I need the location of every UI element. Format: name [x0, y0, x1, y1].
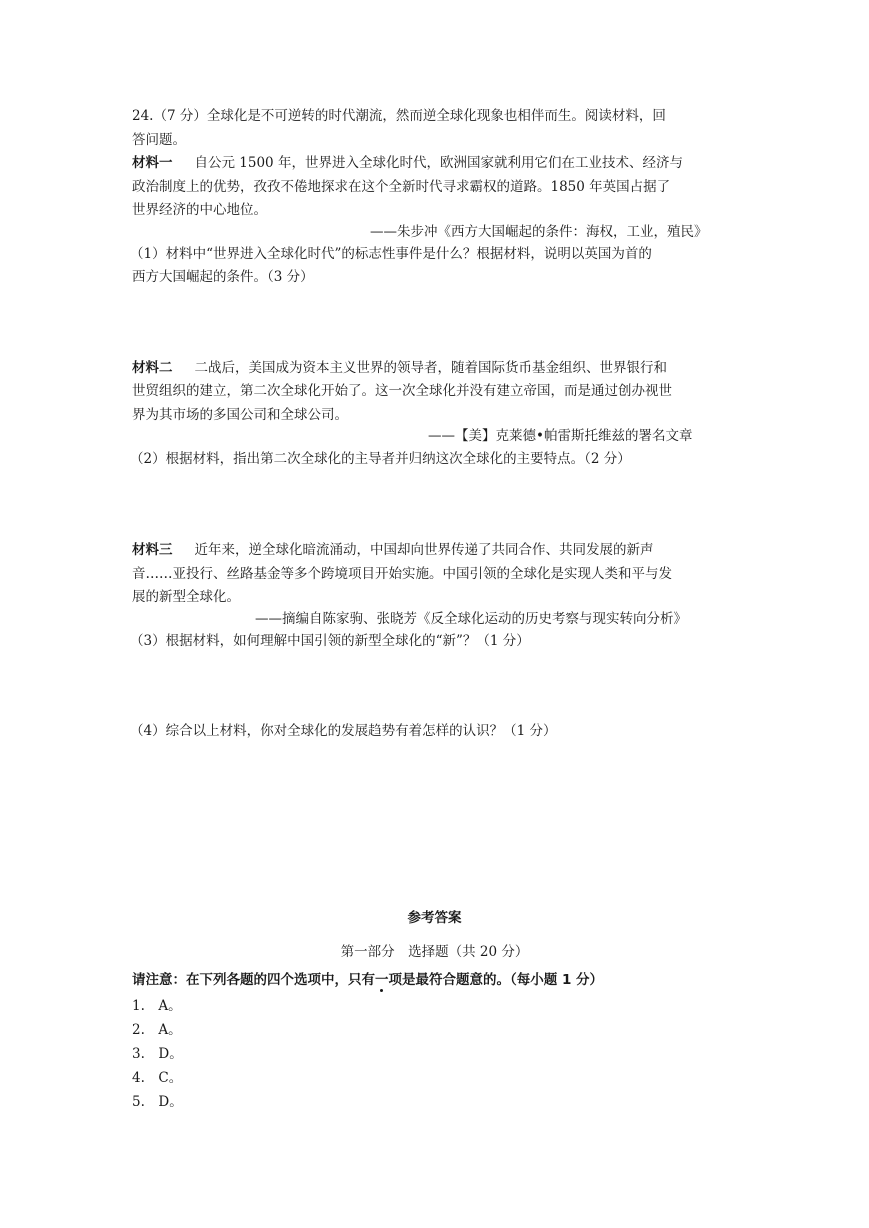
answer-item: 5. D。 [132, 1094, 183, 1110]
material-2-line: 世贸组织的建立，第二次全球化开始了。这一次全球化并没有建立帝国，而是通过创办视世 [132, 383, 672, 399]
sub-question-3: （3）根据材料，如何理解中国引领的新型全球化的“新”？（1 分） [130, 633, 530, 649]
material-3-line: 音……亚投行、丝路基金等多个跨境项目开始实施。中国引领的全球化是实现人类和平与发 [132, 566, 672, 582]
answer-item: 2. A。 [132, 1022, 182, 1038]
material-1-tag: 材料一 [132, 155, 173, 171]
answers-part-title: 第一部分 选择题（共 20 分） [340, 944, 529, 960]
answers-note-text: 请注意：在下列各题的四个选项中，只有 [132, 972, 375, 988]
answer-item: 4. C。 [132, 1070, 183, 1086]
sub-question-1: （1）材料中“世界进入全球化时代”的标志性事件是什么？根据材料，说明以英国为首的 [130, 246, 652, 262]
sub-question-4: （4）综合以上材料，你对全球化的发展趋势有着怎样的认识？（1 分） [130, 723, 557, 739]
material-2-text: 二战后，美国成为资本主义世界的领导者，随着国际货币基金组织、世界银行和 [194, 360, 667, 376]
sub-question-2: （2）根据材料，指出第二次全球化的主导者并归纳这次全球化的主要特点。（2 分） [130, 451, 631, 467]
sub-question-1: 西方大国崛起的条件。（3 分） [132, 269, 314, 285]
material-1-line: 政治制度上的优势，孜孜不倦地探求在这个全新时代寻求霸权的道路。1850 年英国占据了 [132, 179, 671, 195]
material-2-line [132, 358, 667, 378]
material-2-line: 界为其市场的多国公司和全球公司。 [132, 407, 348, 423]
answer-item: 1. A。 [132, 998, 182, 1014]
material-3-line: 展的新型全球化。 [132, 589, 240, 605]
answers-heading: 参考答案 [407, 910, 462, 926]
question-intro-line: 答问题。 [132, 132, 186, 148]
material-1-line [132, 153, 683, 173]
question-intro-line: 24.（7 分）全球化是不可逆转的时代潮流，然而逆全球化现象也相伴而生。阅读材料，回 [132, 108, 666, 124]
answers-note [132, 970, 603, 990]
material-1-line: 世界经济的中心地位。 [132, 202, 267, 218]
material-2-source: ——【美】克莱德•帕雷斯托维兹的署名文章 [428, 428, 693, 444]
material-1-text: 自公元 1500 年，世界进入全球化时代，欧洲国家就利用它们在工业技术、经济与 [194, 155, 683, 171]
answers-note-text: 项是最符合题意的。（每小题 1 分） [388, 972, 604, 988]
material-2-tag: 材料二 [132, 360, 173, 376]
material-3-text: 近年来，逆全球化暗流涌动，中国却向世界传递了共同合作、共同发展的新声 [194, 542, 654, 558]
answers-note-emphasis: 一 [375, 972, 389, 988]
material-1-source: ——朱步冲《西方大国崛起的条件：海权，工业，殖民》 [370, 224, 708, 240]
material-3-source: ——摘编自陈家驹、张晓芳《反全球化运动的历史考察与现实转向分析》 [255, 611, 687, 627]
material-3-line [132, 540, 654, 560]
answer-item: 3. D。 [132, 1046, 183, 1062]
material-3-tag: 材料三 [132, 542, 173, 558]
